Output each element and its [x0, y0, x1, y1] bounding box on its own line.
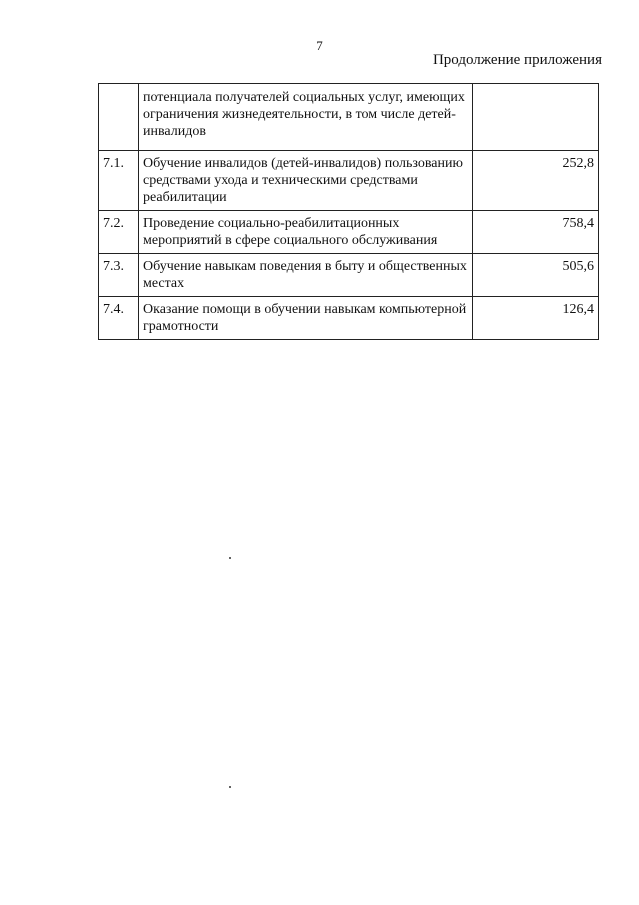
row-number: 7.3. [99, 254, 139, 297]
row-value: 126,4 [473, 297, 599, 340]
table-row [99, 151, 599, 211]
row-service-name: Проведение социально-реабилитационных мероприятий в сфере социального обслуживания [139, 211, 473, 254]
row-number [99, 84, 139, 151]
row-service-name: Оказание помощи в обучении навыкам компьютерной грамотности [139, 297, 473, 340]
services-table [98, 83, 599, 340]
table-row [99, 84, 599, 151]
table-row [99, 297, 599, 340]
row-value: 758,4 [473, 211, 599, 254]
page-number: 7 [316, 38, 323, 53]
continuation-heading: Продолжение приложения [432, 52, 602, 68]
row-service-name: Обучение инвалидов (детей-инвалидов) пользованию средствами ухода и техническими средствами реабилитации [139, 151, 473, 211]
row-service-name: потенциала получателей социальных услуг, имеющих ограничения жизнедеятельности, в том числе детей-инвалидов [139, 84, 473, 151]
row-service-name: Обучение навыкам поведения в быту и общественных местах [139, 254, 473, 297]
row-value: 505,6 [473, 254, 599, 297]
row-number: 7.4. [99, 297, 139, 340]
scan-speck [229, 786, 231, 788]
table-row [99, 211, 599, 254]
row-value [473, 84, 599, 151]
row-number: 7.1. [99, 151, 139, 211]
table-row [99, 254, 599, 297]
scan-speck [229, 557, 231, 559]
row-value: 252,8 [473, 151, 599, 211]
row-number: 7.2. [99, 211, 139, 254]
